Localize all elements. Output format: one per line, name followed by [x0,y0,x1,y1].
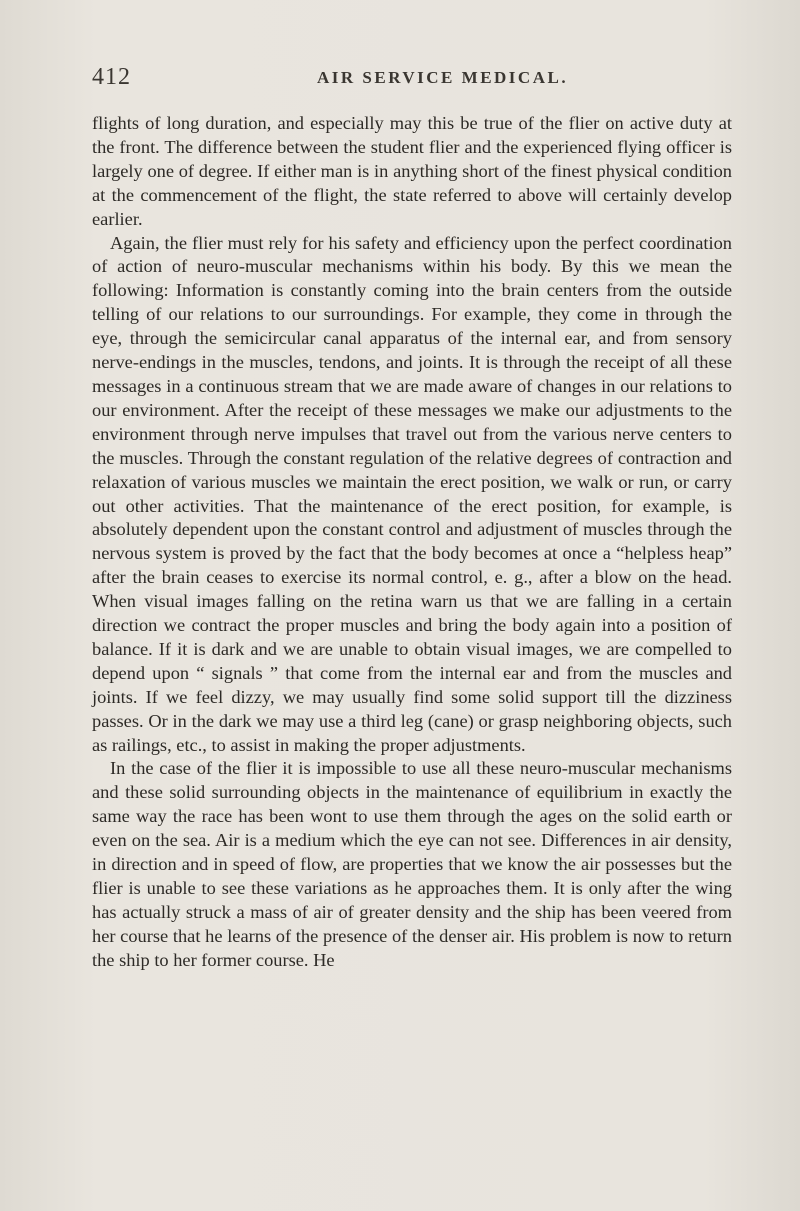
paragraph: In the case of the flier it is impossible to use all these neuro-muscular mechanisms and these solid surrounding objects in the maintenance of equilibrium in exactly the same way the race has been wont to use them through the ages on the solid earth or even on the sea. Air is a medium which the eye can not see. Differences in air density, in direction and in speed of flow, are properties that we know the air possesses but the flier is unable to see these variations as he approaches them. It is only after the wing has actually struck a mass of air of greater density and the ship has been veered from her course that he learns of the presence of the denser air. His problem is now to return the ship to her former course. He [92,758,732,970]
running-title: AIR SERVICE MEDICAL. [317,68,569,87]
paragraph-continued: flights of long duration, and especially may this be true of the flier on active duty at the front. The difference between the student flier and the experienced flying officer is largely one of degree. If either man is in anything short of the finest physical condition at the commencement of the flight, the state referred to above will certainly develop earlier. [92,113,732,229]
paragraph: Again, the flier must rely for his safety and efficiency upon the perfect coordination of action of neuro-muscular mechanisms within his body. By this we mean the following: Information is constantly coming into the brain centers from the outside telling of our relations to our surroundings. For example, they come in through the eye, through the semicircular canal apparatus of the internal ear, and from sensory nerve-endings in the muscles, tendons, and joints. It is through the receipt of all these messages in a continuous stream that we are made aware of changes in our relations to our environment. After the receipt of these messages we make our adjustments to the environment through nerve impulses that travel out from the various nerve centers to the muscles. Through the constant regulation of the relative degrees of contraction and relaxation of various muscles we maintain the erect position, we walk or run, or carry out other activities. That the maintenance of the erect position, for example, is absolutely dependent upon the constant control and adjustment of muscles through the nervous system is proved by the fact that the body becomes at once a “helpless heap” after the brain ceases to exercise its normal control, e. g., after a blow on the head. When visual images falling on the retina warn us that we are falling in a certain direction we contract the proper muscles and bring the body again into a position of balance. If it is dark and we are unable to obtain visual images, we are compelled to depend upon “ signals ” that come from the internal ear and from the muscles and joints. If we feel dizzy, we may usually find some solid support till the dizziness passes. Or in the dark we may use a third leg (cane) or grasp neighboring objects, such as railings, etc., to assist in making the proper adjustments. [92,232,732,755]
running-head [92,64,730,94]
body-text [92,112,732,973]
page-number: 412 [92,64,131,90]
